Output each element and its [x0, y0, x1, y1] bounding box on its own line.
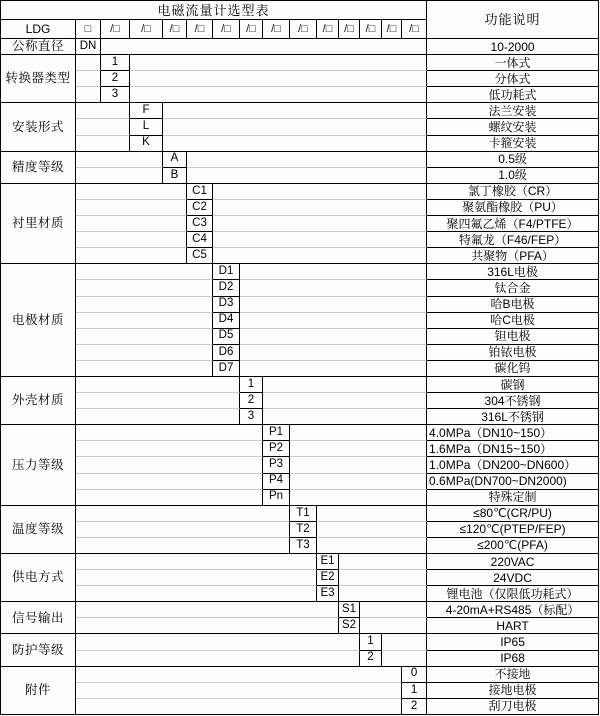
option-code-cell: F	[130, 103, 163, 119]
table-row	[1, 602, 599, 618]
leading-filler-cell	[76, 634, 360, 650]
option-code-cell: E1	[317, 554, 339, 570]
leading-filler-cell	[76, 55, 101, 71]
function-description-cell: 刮刀电极	[427, 699, 599, 715]
code-slash-box-cell: /□	[263, 20, 290, 39]
table-row	[1, 699, 599, 715]
model-prefix: LDG	[1, 20, 76, 39]
leading-filler-cell	[76, 313, 213, 329]
trailing-filler-cell	[317, 538, 427, 554]
trailing-filler-cell	[130, 71, 427, 87]
function-description-cell: 共聚物（PFA）	[427, 248, 599, 264]
trailing-filler-cell	[187, 168, 427, 184]
table-row	[1, 554, 599, 570]
leading-filler-cell	[76, 490, 263, 506]
option-code-cell: 2	[360, 651, 382, 667]
function-description-cell: 304不锈钢	[427, 393, 599, 409]
function-description-cell: 聚四氟乙烯（F4/PTFE）	[427, 216, 599, 232]
function-description-cell: 法兰安装	[427, 103, 599, 119]
table-row	[1, 538, 599, 554]
table-row	[1, 264, 599, 280]
trailing-filler-cell	[382, 634, 427, 650]
leading-filler-cell	[76, 361, 213, 377]
leading-filler-cell	[76, 297, 213, 313]
function-description-cell: 1.0MPa（DN200~DN600）	[427, 457, 599, 473]
table-row	[1, 216, 599, 232]
trailing-filler-cell	[163, 136, 427, 152]
option-code-cell: 2	[240, 393, 263, 409]
function-description-cell: 0.6MPa(DN700~DN2000)	[427, 474, 599, 490]
option-code-cell: D1	[213, 264, 240, 280]
category-label: 外壳材质	[1, 377, 76, 425]
table-row	[1, 87, 599, 103]
table-row	[1, 490, 599, 506]
function-description-cell: ≤120℃(PTEP/FEP)	[427, 522, 599, 538]
category-label: 信号输出	[1, 602, 76, 634]
option-code-cell: D5	[213, 329, 240, 345]
table-row	[1, 425, 599, 441]
option-code-cell: E2	[317, 570, 339, 586]
trailing-filler-cell	[382, 651, 427, 667]
leading-filler-cell	[76, 522, 290, 538]
function-description-cell: 1.6MPa（DN15~150）	[427, 441, 599, 457]
category-label: 转换器类型	[1, 55, 76, 103]
trailing-filler-cell	[290, 457, 427, 473]
function-description-cell: IP65	[427, 634, 599, 650]
option-code-cell: E3	[317, 586, 339, 602]
option-code-cell: C5	[187, 248, 213, 264]
trailing-filler-cell	[187, 152, 427, 168]
leading-filler-cell	[76, 71, 101, 87]
function-description-cell: 钛合金	[427, 280, 599, 296]
table-row	[1, 361, 599, 377]
function-description-cell: 特氟龙（F46/FEP）	[427, 232, 599, 248]
option-code-cell: S1	[339, 602, 360, 618]
option-code-cell: P2	[263, 441, 290, 457]
function-description-cell: 特殊定制	[427, 490, 599, 506]
code-slash-box-cell: /□	[101, 20, 130, 39]
table-row	[1, 103, 599, 119]
option-code-cell: C3	[187, 216, 213, 232]
trailing-filler-cell	[240, 264, 427, 280]
leading-filler-cell	[76, 602, 339, 618]
option-code-cell: B	[163, 168, 187, 184]
table-row	[1, 474, 599, 490]
code-slash-box-cell: /□	[402, 20, 427, 39]
function-description-cell: 10-2000	[427, 39, 599, 55]
function-description-cell: 钽电极	[427, 329, 599, 345]
leading-filler-cell	[76, 136, 130, 152]
function-description-cell: 4.0MPa（DN10~150）	[427, 425, 599, 441]
table-row	[1, 683, 599, 699]
table-row	[1, 522, 599, 538]
trailing-filler-cell	[163, 103, 427, 119]
table-row	[1, 441, 599, 457]
option-code-cell: 1	[402, 683, 427, 699]
table-row	[1, 570, 599, 586]
function-description-cell: ≤80℃(CR/PU)	[427, 506, 599, 522]
option-code-cell: D3	[213, 297, 240, 313]
trailing-filler-cell	[263, 377, 427, 393]
trailing-filler-cell	[263, 409, 427, 425]
function-description-cell: 铂铱电极	[427, 345, 599, 361]
option-code-cell: P3	[263, 457, 290, 473]
option-code-cell: Pn	[263, 490, 290, 506]
table-row	[1, 313, 599, 329]
function-description-cell: 低功耗式	[427, 87, 599, 103]
table-row	[1, 184, 599, 200]
table-row	[1, 634, 599, 650]
table-row	[1, 119, 599, 135]
function-description-cell: 316L不锈钢	[427, 409, 599, 425]
code-slash-box-cell: /□	[339, 20, 360, 39]
table-row	[1, 71, 599, 87]
option-code-cell: T3	[290, 538, 317, 554]
leading-filler-cell	[76, 329, 213, 345]
leading-filler-cell	[76, 280, 213, 296]
function-description-cell: 聚氨酯橡胶（PU）	[427, 200, 599, 216]
table-row	[1, 345, 599, 361]
option-code-cell: DN	[76, 39, 101, 55]
table-row	[1, 248, 599, 264]
function-description-cell: 接地电极	[427, 683, 599, 699]
function-description-cell: 不接地	[427, 667, 599, 683]
trailing-filler-cell	[130, 55, 427, 71]
option-code-cell: 3	[101, 87, 130, 103]
option-code-cell: D4	[213, 313, 240, 329]
trailing-filler-cell	[213, 184, 427, 200]
function-column-header: 功能说明	[427, 1, 599, 39]
function-description-cell: 0.5级	[427, 152, 599, 168]
function-description-cell: 锂电池（仅限低功耗式）	[427, 586, 599, 602]
category-label: 电极材质	[1, 264, 76, 377]
trailing-filler-cell	[240, 329, 427, 345]
trailing-filler-cell	[339, 554, 427, 570]
leading-filler-cell	[76, 554, 317, 570]
table-row	[1, 457, 599, 473]
code-slash-box-cell: /□	[187, 20, 213, 39]
trailing-filler-cell	[290, 425, 427, 441]
code-slash-box-cell: /□	[317, 20, 339, 39]
function-description-cell: 一体式	[427, 55, 599, 71]
trailing-filler-cell	[290, 441, 427, 457]
leading-filler-cell	[76, 409, 240, 425]
table-row	[1, 232, 599, 248]
leading-filler-cell	[76, 87, 101, 103]
leading-filler-cell	[76, 506, 290, 522]
option-code-cell: 2	[402, 699, 427, 715]
table-row	[1, 651, 599, 667]
leading-filler-cell	[76, 248, 187, 264]
option-code-cell: 2	[101, 71, 130, 87]
function-description-cell: 分体式	[427, 71, 599, 87]
function-description-cell: 316L电极	[427, 264, 599, 280]
leading-filler-cell	[76, 168, 163, 184]
trailing-filler-cell	[213, 232, 427, 248]
leading-filler-cell	[76, 570, 317, 586]
category-label: 压力等级	[1, 425, 76, 505]
table-row	[1, 409, 599, 425]
category-label: 防护等级	[1, 634, 76, 666]
category-label: 供电方式	[1, 554, 76, 602]
trailing-filler-cell	[360, 618, 427, 634]
leading-filler-cell	[76, 377, 240, 393]
code-slash-box-cell: /□	[213, 20, 240, 39]
table-row	[1, 280, 599, 296]
leading-filler-cell	[76, 393, 240, 409]
trailing-filler-cell	[360, 602, 427, 618]
function-description-cell: 卡箍安装	[427, 136, 599, 152]
trailing-filler-cell	[240, 313, 427, 329]
leading-filler-cell	[76, 441, 263, 457]
leading-filler-cell	[76, 699, 402, 715]
table-row	[1, 667, 599, 683]
table-row	[1, 329, 599, 345]
trailing-filler-cell	[213, 200, 427, 216]
category-label: 附件	[1, 667, 76, 715]
function-description-cell: ≤200℃(PFA)	[427, 538, 599, 554]
option-code-cell: T2	[290, 522, 317, 538]
table-row	[1, 39, 599, 55]
trailing-filler-cell	[240, 280, 427, 296]
option-code-cell: A	[163, 152, 187, 168]
leading-filler-cell	[76, 216, 187, 232]
function-description-cell: 螺纹安装	[427, 119, 599, 135]
option-code-cell: C2	[187, 200, 213, 216]
function-description-cell: 24VDC	[427, 570, 599, 586]
table-row	[1, 618, 599, 634]
option-code-cell: P4	[263, 474, 290, 490]
trailing-filler-cell	[130, 87, 427, 103]
code-slash-box-cell: /□	[240, 20, 263, 39]
leading-filler-cell	[76, 474, 263, 490]
leading-filler-cell	[76, 683, 402, 699]
function-description-cell: 哈C电极	[427, 313, 599, 329]
leading-filler-cell	[76, 119, 130, 135]
option-code-cell: C4	[187, 232, 213, 248]
table-row	[1, 200, 599, 216]
function-description-cell: 哈B电极	[427, 297, 599, 313]
trailing-filler-cell	[213, 248, 427, 264]
code-slash-box-cell: /□	[360, 20, 382, 39]
leading-filler-cell	[76, 345, 213, 361]
trailing-filler-cell	[213, 216, 427, 232]
trailing-filler-cell	[240, 297, 427, 313]
leading-filler-cell	[76, 264, 213, 280]
table-row	[1, 506, 599, 522]
leading-filler-cell	[76, 538, 290, 554]
table-row	[1, 136, 599, 152]
code-box-cell: □	[76, 20, 101, 39]
table-row	[1, 297, 599, 313]
leading-filler-cell	[76, 103, 130, 119]
trailing-filler-cell	[317, 522, 427, 538]
option-code-cell: D2	[213, 280, 240, 296]
table-row	[1, 152, 599, 168]
function-description-cell: 碳钢	[427, 377, 599, 393]
table-title: 电磁流量计选型表	[1, 1, 427, 20]
option-code-cell: 1	[240, 377, 263, 393]
code-slash-box-cell: /□	[290, 20, 317, 39]
leading-filler-cell	[76, 667, 402, 683]
trailing-filler-cell	[263, 393, 427, 409]
table-row	[1, 586, 599, 602]
option-code-cell: D6	[213, 345, 240, 361]
leading-filler-cell	[76, 651, 360, 667]
option-code-cell: 0	[402, 667, 427, 683]
option-code-cell: 1	[360, 634, 382, 650]
table-row	[1, 393, 599, 409]
category-label: 精度等级	[1, 152, 76, 184]
leading-filler-cell	[76, 618, 339, 634]
option-code-cell: L	[130, 119, 163, 135]
option-code-cell: 3	[240, 409, 263, 425]
trailing-filler-cell	[339, 570, 427, 586]
option-code-cell: C1	[187, 184, 213, 200]
category-label: 衬里材质	[1, 184, 76, 264]
trailing-filler-cell	[101, 39, 427, 55]
category-label: 安装形式	[1, 103, 76, 151]
option-code-cell: T1	[290, 506, 317, 522]
leading-filler-cell	[76, 586, 317, 602]
leading-filler-cell	[76, 425, 263, 441]
category-label: 公称直径	[1, 39, 76, 55]
option-code-cell: P1	[263, 425, 290, 441]
category-label: 温度等级	[1, 506, 76, 554]
code-slash-box-cell: /□	[382, 20, 402, 39]
option-code-cell: S2	[339, 618, 360, 634]
function-description-cell: 220VAC	[427, 554, 599, 570]
code-slash-box-cell: /□	[163, 20, 187, 39]
trailing-filler-cell	[317, 506, 427, 522]
trailing-filler-cell	[339, 586, 427, 602]
option-code-cell: 1	[101, 55, 130, 71]
leading-filler-cell	[76, 232, 187, 248]
function-description-cell: HART	[427, 618, 599, 634]
leading-filler-cell	[76, 152, 163, 168]
table-row	[1, 377, 599, 393]
trailing-filler-cell	[290, 474, 427, 490]
table-row	[1, 168, 599, 184]
leading-filler-cell	[76, 184, 187, 200]
option-code-cell: K	[130, 136, 163, 152]
trailing-filler-cell	[240, 361, 427, 377]
leading-filler-cell	[76, 200, 187, 216]
code-slash-box-cell: /□	[130, 20, 163, 39]
trailing-filler-cell	[290, 490, 427, 506]
function-description-cell: 氯丁橡胶（CR）	[427, 184, 599, 200]
function-description-cell: 4-20mA+RS485（标配）	[427, 602, 599, 618]
leading-filler-cell	[76, 457, 263, 473]
trailing-filler-cell	[240, 345, 427, 361]
option-code-cell: D7	[213, 361, 240, 377]
table-row	[1, 55, 599, 71]
function-description-cell: IP68	[427, 651, 599, 667]
trailing-filler-cell	[163, 119, 427, 135]
function-description-cell: 碳化钨	[427, 361, 599, 377]
function-description-cell: 1.0级	[427, 168, 599, 184]
